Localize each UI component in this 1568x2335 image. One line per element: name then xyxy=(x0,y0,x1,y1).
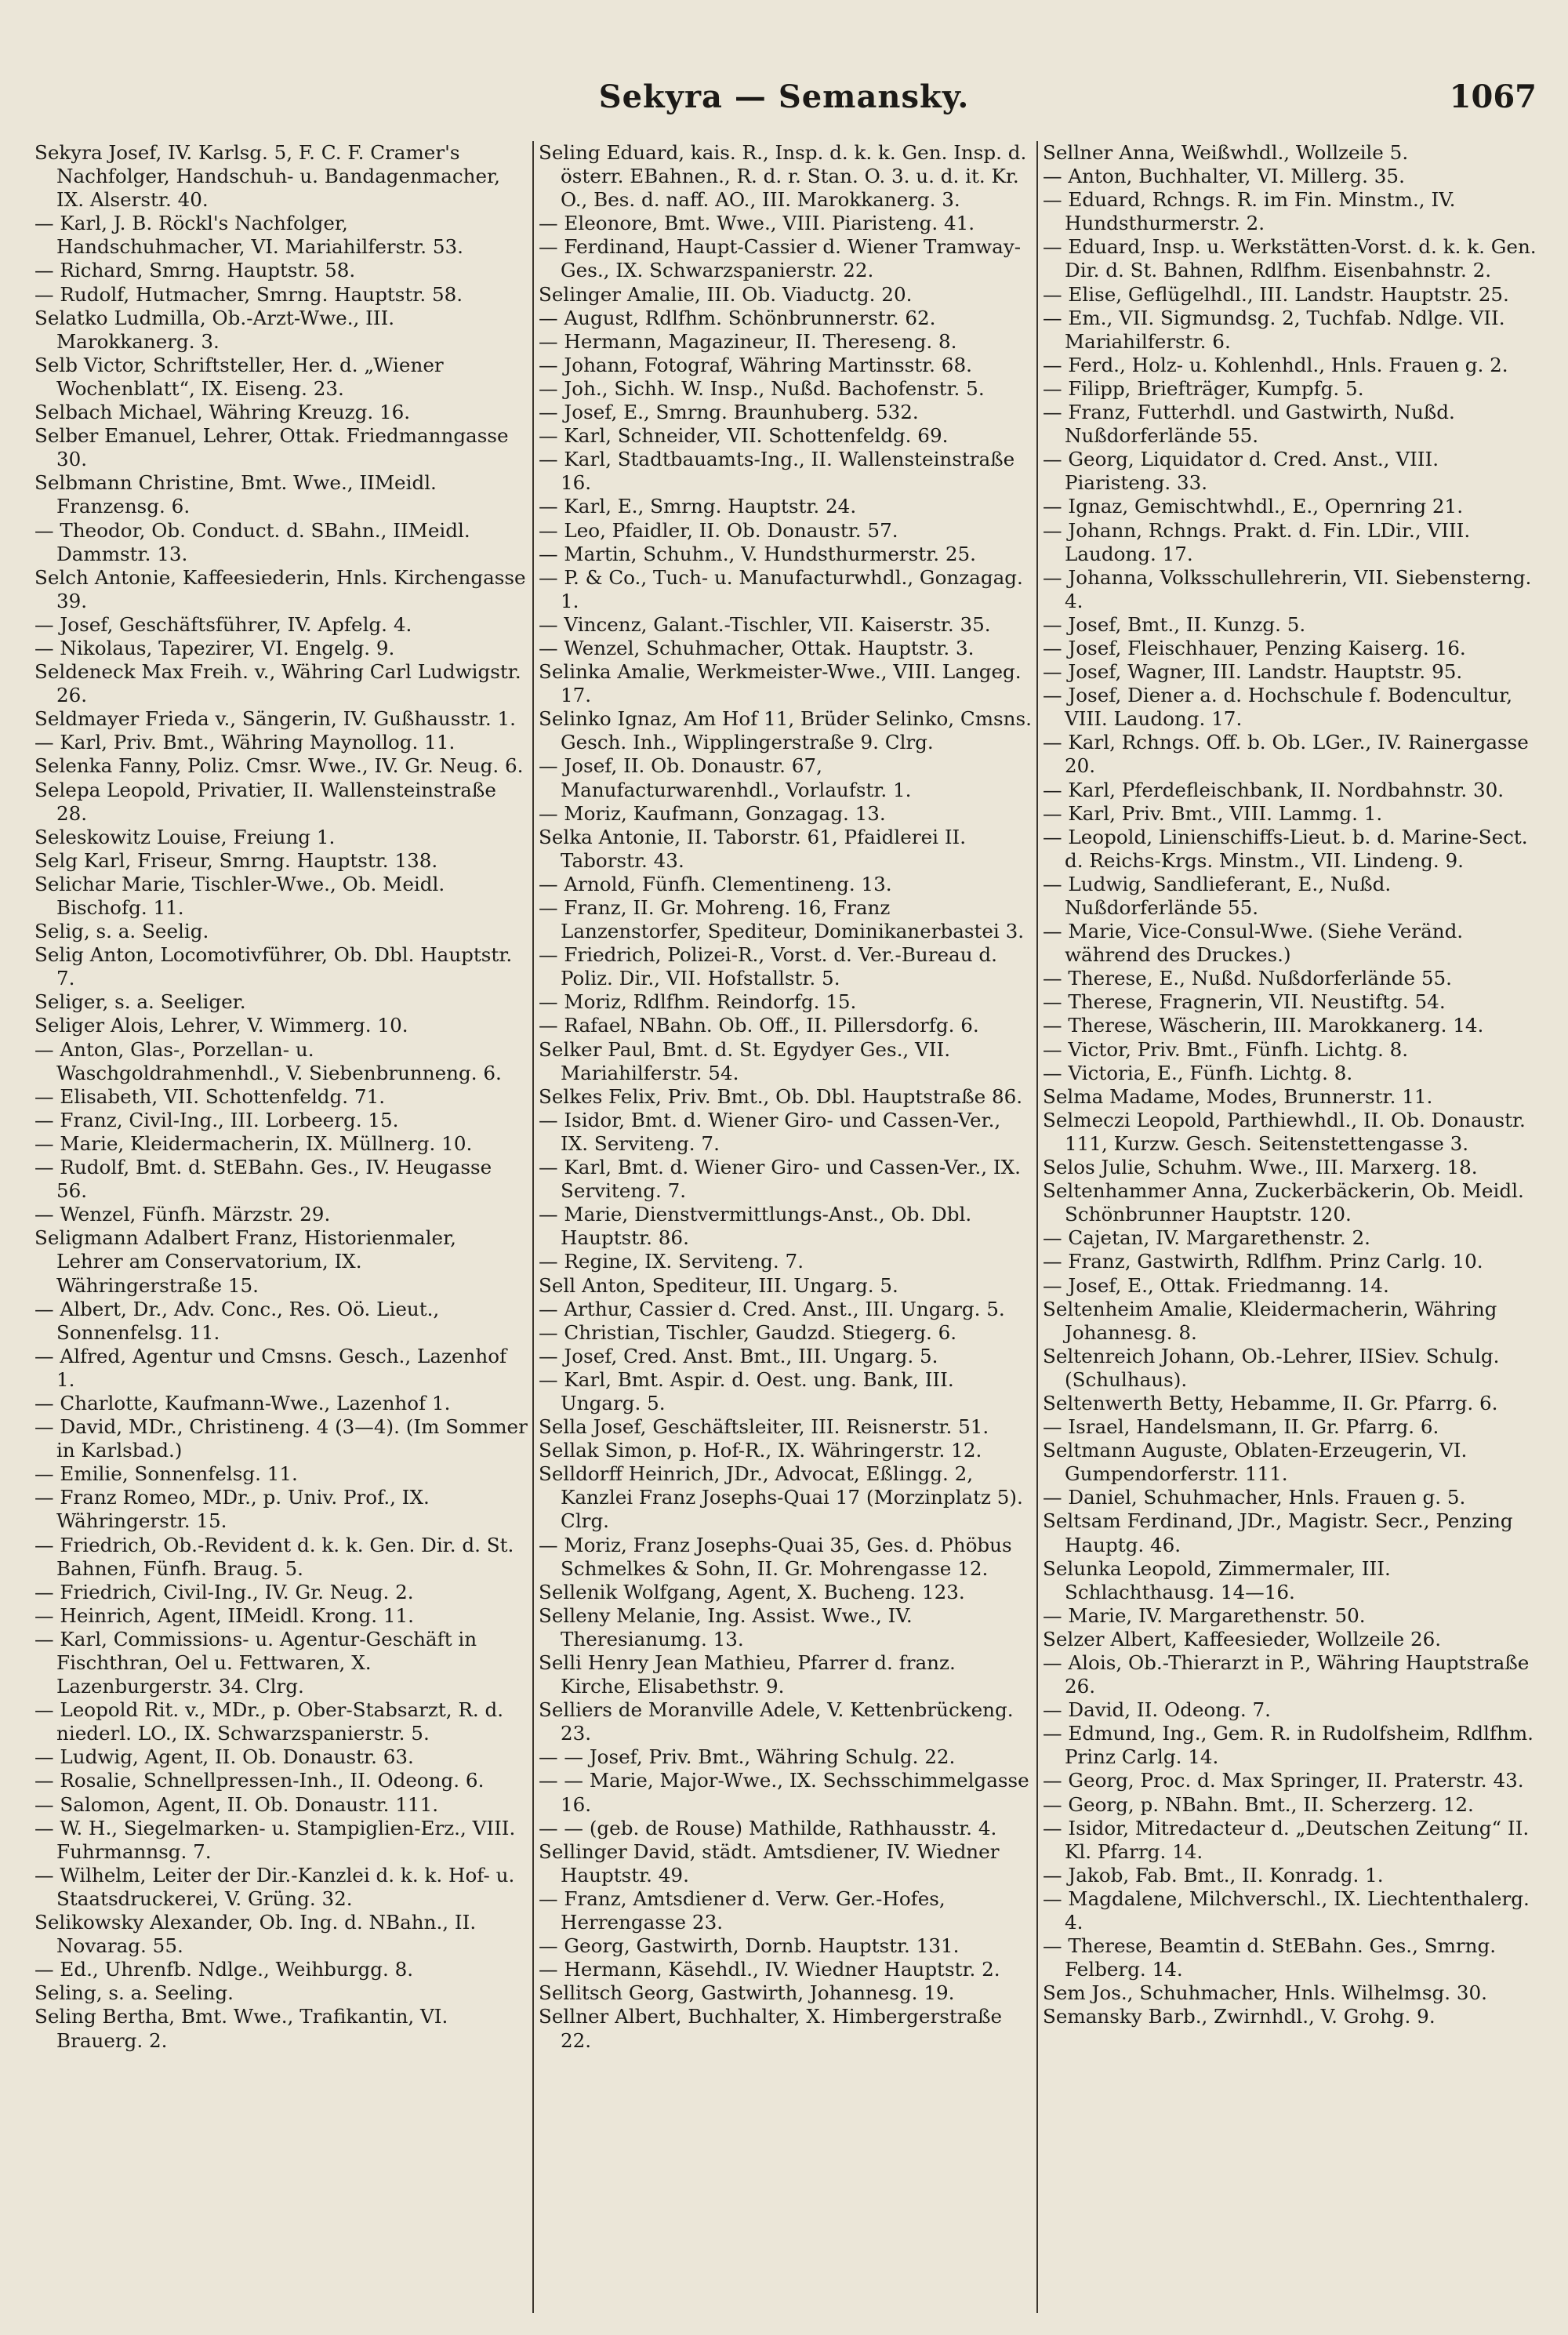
directory-entry: Selbach Michael, Währing Kreuzg. 16. xyxy=(34,401,411,424)
directory-entry: — Albert, Dr., Adv. Conc., Res. Oö. Lieut., Sonnenfelsg. 11. xyxy=(34,1297,440,1344)
directory-entry: Selig, s. a. Seelig. xyxy=(34,920,209,943)
directory-entry: Selinger Amalie, III. Ob. Viaductg. 20. xyxy=(539,282,913,306)
directory-entry: Selch Antonie, Kaffeesiederin, Hnls. Kirchengasse 39. xyxy=(34,565,526,612)
directory-entry: — Therese, Fragnerin, VII. Neustiftg. 54. xyxy=(1043,990,1446,1014)
directory-entry: Selber Emanuel, Lehrer, Ottak. Friedmanngasse 30. xyxy=(34,424,509,471)
directory-entry: — Anton, Buchhalter, VI. Millerg. 35. xyxy=(1043,165,1405,188)
directory-entry: — Friedrich, Polizei-R., Vorst. d. Ver.-Bureau d. Poliz. Dir., VII. Hofstallstr. 5. xyxy=(539,943,997,990)
directory-entry: — — Josef, Priv. Bmt., Währing Schulg. 22. xyxy=(539,1745,956,1769)
directory-entry: — Josef, II. Ob. Donaustr. 67, Manufacturwarenhdl., Vorlaufstr. 1. xyxy=(539,754,912,801)
directory-entry: Selkes Felix, Priv. Bmt., Ob. Dbl. Hauptstraße 86. xyxy=(539,1084,1023,1108)
directory-entry: — Filipp, Briefträger, Kumpfg. 5. xyxy=(1043,376,1364,400)
directory-entry: Seltenreich Johann, Ob.-Lehrer, IISiev. Schulg. (Schulhaus). xyxy=(1043,1344,1500,1391)
page-title: Sekyra — Semansky. xyxy=(598,78,970,115)
directory-entry: Selatko Ludmilla, Ob.-Arzt-Wwe., III. Marokkanerg. 3. xyxy=(34,306,395,353)
directory-entry: — Georg, p. NBahn. Bmt., II. Scherzerg. 12. xyxy=(1043,1792,1474,1816)
directory-entry: — Magdalene, Milchverschl., IX. Liechtenthalerg. 4. xyxy=(1043,1887,1530,1934)
directory-entry: — Rudolf, Hutmacher, Smrng. Hauptstr. 58. xyxy=(34,282,463,306)
directory-entry: — Karl, Bmt. d. Wiener Giro- und Cassen-Ver., IX. Serviteng. 7. xyxy=(539,1156,1021,1203)
directory-entry: Selenka Fanny, Poliz. Cmsr. Wwe., IV. Gr. Neug. 6. xyxy=(34,754,524,778)
directory-entry: — Isidor, Mitredacteur d. „Deutschen Zeitung“ II. Kl. Pfarrg. 14. xyxy=(1043,1816,1530,1863)
directory-entry: — Franz Romeo, MDr., p. Univ. Prof., IX. Währingerstr. 15. xyxy=(34,1486,430,1533)
directory-entry: — Josef, Cred. Anst. Bmt., III. Ungarg. 5. xyxy=(539,1344,938,1367)
directory-entry: Sell Anton, Spediteur, III. Ungarg. 5. xyxy=(539,1273,898,1297)
directory-entry: — Karl, Bmt. Aspir. d. Oest. ung. Bank, III. Ungarg. 5. xyxy=(539,1367,954,1414)
directory-entry: — Jakob, Fab. Bmt., II. Konradg. 1. xyxy=(1043,1863,1384,1887)
directory-entry: Seling Bertha, Bmt. Wwe., Trafikantin, VI. Brauerg. 2. xyxy=(34,2005,448,2052)
directory-entry: — Israel, Handelsmann, II. Gr. Pfarrg. 6. xyxy=(1043,1415,1439,1439)
directory-entry: — Johann, Rchngs. Prakt. d. Fin. LDir., VIII. Laudong. 17. xyxy=(1043,518,1471,565)
directory-entry: — Wilhelm, Leiter der Dir.-Kanzlei d. k. k. Hof- u. Staatsdruckerei, V. Grüng. 32. xyxy=(34,1863,515,1910)
directory-entry: — Josef, E., Smrng. Braunhuberg. 532. xyxy=(539,401,919,424)
directory-entry: — Ferdinand, Haupt-Cassier d. Wiener Tramway-Ges., IX. Schwarzspanierstr. 22. xyxy=(539,235,1022,282)
directory-entry: Sem Jos., Schuhmacher, Hnls. Wilhelmsg. 30. xyxy=(1043,1981,1487,2005)
directory-entry: — Josef, Geschäftsführer, IV. Apfelg. 4. xyxy=(34,612,412,636)
directory-entry: — Rudolf, Bmt. d. StEBahn. Ges., IV. Heugasse 56. xyxy=(34,1156,492,1203)
directory-entry: Sellner Anna, Weißwhdl., Wollzeile 5. xyxy=(1043,141,1409,164)
directory-entry: Seleskowitz Louise, Freiung 1. xyxy=(34,825,336,848)
directory-entry: Semansky Barb., Zwirnhdl., V. Grohg. 9. xyxy=(1043,2005,1436,2028)
directory-entry: Sellinger David, städt. Amtsdiener, IV. Wiedner Hauptstr. 49. xyxy=(539,1839,1000,1887)
directory-entry: — David, MDr., Christineng. 4 (3—4). (Im Sommer in Karlsbad.) xyxy=(34,1415,528,1462)
directory-entry: — Moriz, Rdlfhm. Reindorfg. 15. xyxy=(539,990,857,1014)
directory-entry: Seldeneck Max Freih. v., Währing Carl Ludwigstr. 26. xyxy=(34,660,521,707)
directory-entry: — David, II. Odeong. 7. xyxy=(1043,1698,1271,1722)
directory-entry: — Arthur, Cassier d. Cred. Anst., III. Ungarg. 5. xyxy=(539,1297,1005,1320)
directory-entry: — Leopold Rit. v., MDr., p. Ober-Stabsarzt, R. d. niederl. LO., IX. Schwarzspanierstr. 5. xyxy=(34,1698,504,1745)
directory-entry: Sekyra Josef, IV. Karlsg. 5, F. C. F. Cramer's Nachfolger, Handschuh- u. Bandagenmacher, IX. Alserstr. 40. xyxy=(34,141,500,212)
directory-entry: Seltenheim Amalie, Kleidermacherin, Währing Johannesg. 8. xyxy=(1043,1297,1497,1344)
directory-entry: — Leopold, Linienschiffs-Lieut. b. d. Marine-Sect. d. Reichs-Krgs. Minstm., VII. Lindeng. 9. xyxy=(1043,825,1528,872)
directory-entry: — Franz, Amtsdiener d. Verw. Ger.-Hofes, Herrengasse 23. xyxy=(539,1887,946,1934)
directory-entry: Sellner Albert, Buchhalter, X. Himbergerstraße 22. xyxy=(539,2005,1003,2052)
page-header xyxy=(31,78,1537,125)
directory-entry: Seltsam Ferdinand, JDr., Magistr. Secr., Penzing Hauptg. 46. xyxy=(1043,1509,1513,1556)
directory-entry: Selli Henry Jean Mathieu, Pfarrer d. franz. Kirche, Elisabethstr. 9. xyxy=(539,1651,956,1698)
directory-entry: Selmeczi Leopold, Parthiewhdl., II. Ob. Donaustr. 111, Kurzw. Gesch. Seitenstettengasse 3. xyxy=(1043,1108,1526,1155)
directory-entry: — Josef, E., Ottak. Friedmanng. 14. xyxy=(1043,1273,1389,1297)
directory-entry: — Karl, Priv. Bmt., Währing Maynollog. 11. xyxy=(34,731,456,754)
directory-entry: — Karl, Commissions- u. Agentur-Geschäft in Fischthran, Oel u. Fettwaren, X. Lazenburgerstr. 34. Clrg. xyxy=(34,1627,477,1698)
directory-entry: Selker Paul, Bmt. d. St. Egydyer Ges., VII. Mariahilferstr. 54. xyxy=(539,1037,951,1084)
directory-entry: — Josef, Diener a. d. Hochschule f. Bodencultur, VIII. Laudong. 17. xyxy=(1043,684,1513,731)
directory-entry: Seltenwerth Betty, Hebamme, II. Gr. Pfarrg. 6. xyxy=(1043,1391,1498,1414)
directory-entry: — Ludwig, Sandlieferant, E., Nußd. Nußdorferlände 55. xyxy=(1043,872,1392,919)
directory-entry: — P. & Co., Tuch- u. Manufacturwhdl., Gonzagag. 1. xyxy=(539,565,1023,612)
directory-entry: — Ludwig, Agent, II. Ob. Donaustr. 63. xyxy=(34,1745,414,1769)
directory-entry: — Franz, Civil-Ing., III. Lorbeerg. 15. xyxy=(34,1108,399,1131)
directory-entry: Selepa Leopold, Privatier, II. Wallensteinstraße 28. xyxy=(34,778,496,825)
directory-entry: Selb Victor, Schriftsteller, Her. d. „Wiener Wochenblatt“, IX. Eiseng. 23. xyxy=(34,353,444,400)
directory-entry: — Regine, IX. Serviteng. 7. xyxy=(539,1250,804,1273)
page-number: 1067 xyxy=(1449,78,1537,115)
directory-entry: — Eduard, Rchngs. R. im Fin. Minstm., IV. Hundsthurmerstr. 2. xyxy=(1043,188,1456,235)
directory-entry: — Therese, E., Nußd. Nußdorferlände 55. xyxy=(1043,967,1453,990)
directory-entry: — Nikolaus, Tapezirer, VI. Engelg. 9. xyxy=(34,636,395,659)
directory-entry: — Isidor, Bmt. d. Wiener Giro- und Cassen-Ver., IX. Serviteng. 7. xyxy=(539,1108,1001,1155)
directory-entry: — Hermann, Magazineur, II. Thereseng. 8. xyxy=(539,329,957,353)
directory-entry: — Ignaz, Gemischtwhdl., E., Opernring 21. xyxy=(1043,495,1464,518)
directory-entry: — Friedrich, Ob.-Revident d. k. k. Gen. Dir. d. St. Bahnen, Fünfh. Braug. 5. xyxy=(34,1533,514,1580)
directory-entry: — Johanna, Volksschullehrerin, VII. Siebensterng. 4. xyxy=(1043,565,1532,612)
directory-entry: — Christian, Tischler, Gaudzd. Stiegerg. 6. xyxy=(539,1320,957,1344)
directory-entry: Selos Julie, Schuhm. Wwe., III. Marxerg. 18. xyxy=(1043,1156,1478,1179)
directory-entry: Selbmann Christine, Bmt. Wwe., IIMeidl. Franzensg. 6. xyxy=(34,471,437,518)
directory-entry: — Friedrich, Civil-Ing., IV. Gr. Neug. 2. xyxy=(34,1580,414,1603)
directory-entry: — Leo, Pfaidler, II. Ob. Donaustr. 57. xyxy=(539,518,898,542)
directory-entry: — Rosalie, Schnellpressen-Inh., II. Odeong. 6. xyxy=(34,1769,485,1792)
directory-entry: Selldorff Heinrich, JDr., Advocat, Eßlingg. 2, Kanzlei Franz Josephs-Quai 17 (Morzinplatz 5). Clrg. xyxy=(539,1462,1023,1533)
column-left xyxy=(30,141,534,2313)
directory-entry: Selka Antonie, II. Taborstr. 61, Pfaidlerei II. Taborstr. 43. xyxy=(539,825,967,872)
directory-entry: — Joh., Sichh. W. Insp., Nußd. Bachofenstr. 5. xyxy=(539,376,985,400)
directory-entry: — Richard, Smrng. Hauptstr. 58. xyxy=(34,259,356,282)
directory-entry: — Marie, Vice-Consul-Wwe. (Siehe Veränd. während des Druckes.) xyxy=(1043,920,1464,967)
directory-entry: — Em., VII. Sigmundsg. 2, Tuchfab. Ndlge. VII. Mariahilferstr. 6. xyxy=(1043,306,1505,353)
directory-entry: Seligmann Adalbert Franz, Historienmaler, Lehrer am Conservatorium, IX. Währingerstraße 15. xyxy=(34,1226,456,1297)
directory-entry: — Therese, Wäscherin, III. Marokkanerg. 14. xyxy=(1043,1014,1484,1037)
directory-entry: — Josef, Bmt., II. Kunzg. 5. xyxy=(1043,612,1306,636)
directory-entry: — Eduard, Insp. u. Werkstätten-Vorst. d. k. k. Gen. Dir. d. St. Bahnen, Rdlfhm. Eisenbahnstr. 2. xyxy=(1043,235,1537,282)
directory-entry: — Josef, Fleischhauer, Penzing Kaiserg. 16. xyxy=(1043,636,1466,659)
directory-entry: Sellitsch Georg, Gastwirth, Johannesg. 19. xyxy=(539,1981,955,2005)
directory-entry: — Josef, Wagner, III. Landstr. Hauptstr. 95. xyxy=(1043,660,1463,684)
directory-entry: — Karl, Pferdefleischbank, II. Nordbahnstr. 30. xyxy=(1043,778,1504,801)
directory-columns xyxy=(30,141,1543,2313)
directory-entry: Selichar Marie, Tischler-Wwe., Ob. Meidl. Bischofg. 11. xyxy=(34,872,445,919)
directory-entry: — Moriz, Franz Josephs-Quai 35, Ges. d. Phöbus Schmelkes & Sohn, II. Gr. Mohrengasse 12. xyxy=(539,1533,1012,1580)
directory-entry: — Alfred, Agentur und Cmsns. Gesch., Lazenhof 1. xyxy=(34,1344,507,1391)
directory-entry: — Daniel, Schuhmacher, Hnls. Frauen g. 5. xyxy=(1043,1486,1466,1509)
directory-entry: — Alois, Ob.-Thierarzt in P., Währing Hauptstraße 26. xyxy=(1043,1651,1530,1698)
directory-entry: — Wenzel, Schuhmacher, Ottak. Hauptstr. 3. xyxy=(539,636,975,659)
directory-entry: Sella Josef, Geschäftsleiter, III. Reisnerstr. 51. xyxy=(539,1415,989,1439)
directory-entry: — Hermann, Käsehdl., IV. Wiedner Hauptstr. 2. xyxy=(539,1958,1000,1981)
directory-entry: — Therese, Beamtin d. StEBahn. Ges., Smrng. Felberg. 14. xyxy=(1043,1934,1497,1981)
directory-entry: — Marie, IV. Margarethenstr. 50. xyxy=(1043,1603,1366,1627)
directory-entry: — Arnold, Fünfh. Clementineng. 13. xyxy=(539,872,892,895)
directory-entry: — Salomon, Agent, II. Ob. Donaustr. 111. xyxy=(34,1792,439,1816)
directory-entry: — Karl, Rchngs. Off. b. Ob. LGer., IV. Rainergasse 20. xyxy=(1043,731,1529,778)
directory-entry: — Eleonore, Bmt. Wwe., VIII. Piaristeng. 41. xyxy=(539,212,975,235)
directory-entry: — Karl, Stadtbauamts-Ing., II. Wallensteinstraße 16. xyxy=(539,448,1015,495)
directory-entry: — Georg, Proc. d. Max Springer, II. Praterstr. 43. xyxy=(1043,1769,1524,1792)
directory-entry: Selunka Leopold, Zimmermaler, III. Schlachthausg. 14—16. xyxy=(1043,1556,1391,1603)
directory-entry: — Wenzel, Fünfh. Märzstr. 29. xyxy=(34,1203,331,1226)
directory-entry: — Ed., Uhrenfb. Ndlge., Weihburgg. 8. xyxy=(34,1958,414,1981)
directory-entry: Selzer Albert, Kaffeesieder, Wollzeile 26. xyxy=(1043,1627,1442,1650)
directory-entry: — Ferd., Holz- u. Kohlenhdl., Hnls. Frauen g. 2. xyxy=(1043,353,1508,376)
directory-entry: Seliger Alois, Lehrer, V. Wimmerg. 10. xyxy=(34,1014,408,1037)
directory-entry: Sellak Simon, p. Hof-R., IX. Währingerstr. 12. xyxy=(539,1439,982,1462)
directory-entry: Seltmann Auguste, Oblaten-Erzeugerin, VI. Gumpendorferstr. 111. xyxy=(1043,1439,1468,1486)
directory-entry: — Emilie, Sonnenfelsg. 11. xyxy=(34,1462,298,1486)
directory-entry: Selg Karl, Friseur, Smrng. Hauptstr. 138. xyxy=(34,848,438,872)
directory-entry: Selinko Ignaz, Am Hof 11, Brüder Selinko, Cmsns. Gesch. Inh., Wipplingerstraße 9. Clrg. xyxy=(539,707,1032,754)
column-right xyxy=(1038,141,1542,2313)
directory-entry: Selleny Melanie, Ing. Assist. Wwe., IV. Theresianumg. 13. xyxy=(539,1603,913,1650)
directory-entry: — Theodor, Ob. Conduct. d. SBahn., IIMeidl. Dammstr. 13. xyxy=(34,518,470,565)
directory-entry: Selig Anton, Locomotivführer, Ob. Dbl. Hauptstr. 7. xyxy=(34,943,513,990)
directory-entry: — Karl, E., Smrng. Hauptstr. 24. xyxy=(539,495,857,518)
directory-entry: Selliers de Moranville Adele, V. Kettenbrückeng. 23. xyxy=(539,1698,1014,1745)
directory-entry: — Franz, Gastwirth, Rdlfhm. Prinz Carlg. 10. xyxy=(1043,1250,1483,1273)
directory-entry: Seltenhammer Anna, Zuckerbäckerin, Ob. Meidl. Schönbrunner Hauptstr. 120. xyxy=(1043,1179,1524,1226)
directory-entry: Seldmayer Frieda v., Sängerin, IV. Gußhausstr. 1. xyxy=(34,707,517,731)
directory-entry: — August, Rdlfhm. Schönbrunnerstr. 62. xyxy=(539,306,936,329)
directory-entry: — Franz, Futterhdl. und Gastwirth, Nußd. Nußdorferlände 55. xyxy=(1043,401,1455,448)
directory-entry: Seliger, s. a. Seeliger. xyxy=(34,990,246,1014)
directory-entry: — Marie, Dienstvermittlungs-Anst., Ob. Dbl. Hauptstr. 86. xyxy=(539,1203,972,1250)
directory-entry: — W. H., Siegelmarken- u. Stampiglien-Erz., VIII. Fuhrmannsg. 7. xyxy=(34,1816,516,1863)
directory-entry: Seling Eduard, kais. R., Insp. d. k. k. Gen. Insp. d. österr. EBahnen., R. d. r. Stan. O. 3. u. d. it. Kr. O., Bes. d. naff. AO., III. Marokkanerg. 3. xyxy=(539,141,1027,212)
directory-entry: Sellenik Wolfgang, Agent, X. Bucheng. 123. xyxy=(539,1580,965,1603)
directory-entry: — — Marie, Major-Wwe., IX. Sechsschimmelgasse 16. xyxy=(539,1769,1029,1816)
directory-entry: — Karl, Schneider, VII. Schottenfeldg. 69. xyxy=(539,424,949,448)
directory-entry: — Edmund, Ing., Gem. R. in Rudolfsheim, Rdlfhm. Prinz Carlg. 14. xyxy=(1043,1722,1534,1769)
directory-entry: — Rafael, NBahn. Ob. Off., II. Pillersdorfg. 6. xyxy=(539,1014,979,1037)
directory-entry: — — (geb. de Rouse) Mathilde, Rathhausstr. 4. xyxy=(539,1816,997,1839)
directory-entry: — Vincenz, Galant.-Tischler, VII. Kaiserstr. 35. xyxy=(539,612,991,636)
directory-entry: — Elise, Geflügelhdl., III. Landstr. Hauptstr. 25. xyxy=(1043,282,1509,306)
directory-entry: — Moriz, Kaufmann, Gonzagag. 13. xyxy=(539,801,886,825)
directory-entry: Seling, s. a. Seeling. xyxy=(34,1981,234,2005)
directory-entry: — Anton, Glas-, Porzellan- u. Waschgoldrahmenhdl., V. Siebenbrunneng. 6. xyxy=(34,1037,502,1084)
directory-entry: — Victoria, E., Fünfh. Lichtg. 8. xyxy=(1043,1061,1353,1084)
directory-entry: — Marie, Kleidermacherin, IX. Müllnerg. 10. xyxy=(34,1131,473,1155)
directory-entry: — Martin, Schuhm., V. Hundsthurmerstr. 25. xyxy=(539,542,976,565)
directory-entry: — Johann, Fotograf, Währing Martinsstr. 68. xyxy=(539,353,972,376)
directory-entry: — Franz, II. Gr. Mohreng. 16, Franz Lanzenstorfer, Spediteur, Dominikanerbastei 3. xyxy=(539,896,1025,943)
directory-entry: — Georg, Liquidator d. Cred. Anst., VIII. Piaristeng. 33. xyxy=(1043,448,1439,495)
directory-entry: — Victor, Priv. Bmt., Fünfh. Lichtg. 8. xyxy=(1043,1037,1409,1061)
directory-entry: Selikowsky Alexander, Ob. Ing. d. NBahn., II. Novarag. 55. xyxy=(34,1911,477,1958)
directory-entry: Selma Madame, Modes, Brunnerstr. 11. xyxy=(1043,1084,1433,1108)
directory-entry: Selinka Amalie, Werkmeister-Wwe., VIII. Langeg. 17. xyxy=(539,660,1022,707)
directory-entry: — Cajetan, IV. Margarethenstr. 2. xyxy=(1043,1226,1370,1250)
directory-entry: — Elisabeth, VII. Schottenfeldg. 71. xyxy=(34,1084,386,1108)
column-middle xyxy=(534,141,1038,2313)
directory-entry: — Heinrich, Agent, IIMeidl. Krong. 11. xyxy=(34,1603,414,1627)
directory-entry: — Georg, Gastwirth, Dornb. Hauptstr. 131. xyxy=(539,1934,960,1958)
directory-entry: — Charlotte, Kaufmann-Wwe., Lazenhof 1. xyxy=(34,1391,451,1414)
directory-entry: — Karl, J. B. Röckl's Nachfolger, Handschuhmacher, VI. Mariahilferstr. 53. xyxy=(34,212,463,259)
directory-entry: — Karl, Priv. Bmt., VIII. Lammg. 1. xyxy=(1043,801,1383,825)
